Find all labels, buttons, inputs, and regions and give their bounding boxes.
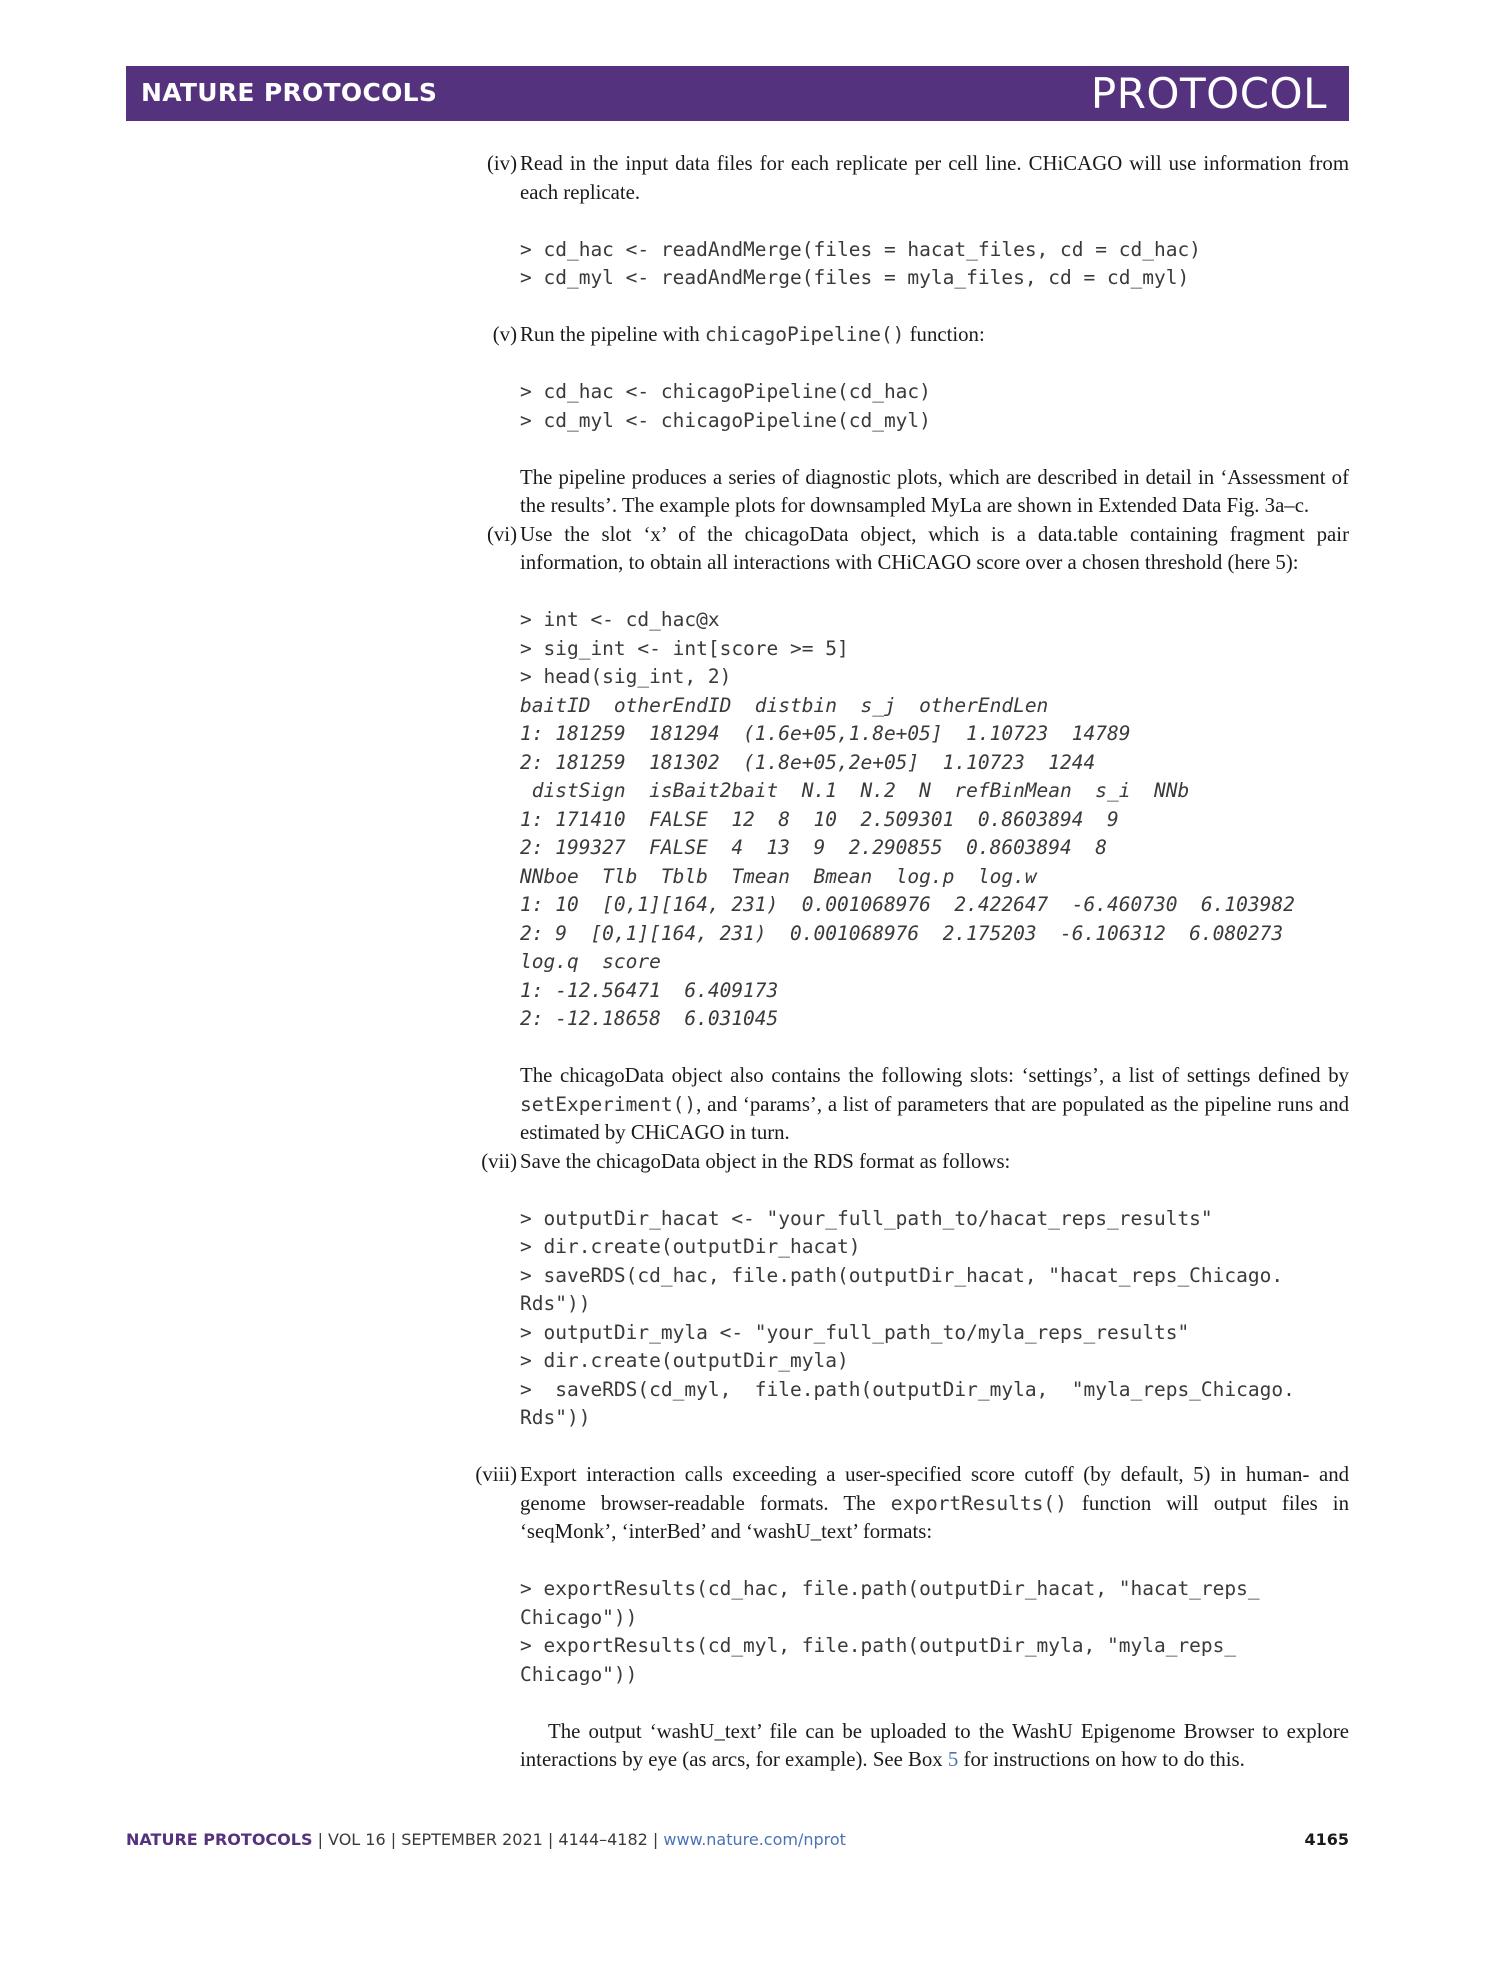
step-note: The chicagoData object also contains the following slots: ‘settings’, a list of settings defined by setExperiment(), and ‘params’, a list of parameters that are populated as the pipeline runs and estimated by CHiCAGO in turn. <box>520 1064 1349 1144</box>
step-vi <box>470 521 1349 1148</box>
code-block: > cd_hac <- readAndMerge(files = hacat_files, cd = cd_hac) > cd_myl <- readAndMerge(files = myla_files, cd = cd_myl) <box>520 237 1201 289</box>
step-number: (viii) <box>475 1463 517 1486</box>
main-content <box>470 150 1349 1775</box>
code-block: > outputDir_hacat <- "your_full_path_to/hacat_reps_results" > dir.create(outputDir_hacat) > saveRDS(cd_hac, file.path(outputDir_hacat, "hacat_reps_Chicago. Rds")) > outputDir_myla <- "your_full_path_to/myla_reps_results" > dir.create(outputDir_myla) > saveRDS(cd_myl, file.path(outputDir_myla, "myla_reps_Chicago. Rds")) <box>520 1206 1295 1429</box>
code-block: > cd_hac <- chicagoPipeline(cd_hac) > cd_myl <- chicagoPipeline(cd_myl) <box>520 380 931 432</box>
footer-citation: NATURE PROTOCOLS | VOL 16 | SEPTEMBER 2021 | 4144–4182 | www.nature.com/nprot <box>126 1830 846 1849</box>
code-output: baitID otherEndID distbin s_j otherEndLen 1: 181259 181294 (1.6e+05,1.8e+05] 1.10723 14789 2: 181259 181302 (1.8e+05,2e+05] 1.10723 1244 distSign isBait2bait N.1 N.2 N refBinMean s_i NNb 1: 171410 FALSE 12 8 10 2.509301 0.8603894 9 2: 199327 FALSE 4 13 9 2.290855 0.8603894 8 NNboe Tlb Tblb Tmean Bmean log.p log.w 1: 10 [0,1][164, 231) 0.001068976 2.422647 -6.460730 6.103982 2: 9 [0,1][164, 231) 0.001068976 2.175203 -6.106312 6.080273 log.q score 1: -12.56471 6.409173 2: -12.18658 6.031045 <box>520 693 1295 1030</box>
step-note: The output ‘washU_text’ file can be uploaded to the WashU Epigenome Browser to explore interactions by eye (as arcs, for example). See Box 5 for instructions on how to do this. <box>520 1719 1349 1771</box>
step-vii <box>470 1148 1349 1462</box>
step-text: Save the chicagoData object in the RDS format as follows: <box>520 1149 1011 1173</box>
step-text: Use the slot ‘x’ of the chicagoData object, which is a data.table containing fragment pair information, to obtain all interactions with CHiCAGO score over a chosen threshold (here 5): <box>520 522 1349 574</box>
step-number: (v) <box>492 323 517 346</box>
inline-code: setExperiment() <box>520 1092 697 1116</box>
box-reference-link[interactable]: 5 <box>947 1748 959 1771</box>
page-number: 4165 <box>1304 1830 1349 1849</box>
inline-code: exportResults() <box>890 1491 1067 1515</box>
journal-name: NATURE PROTOCOLS <box>141 78 438 107</box>
footer-journal: NATURE PROTOCOLS <box>126 1830 313 1849</box>
article-type: PROTOCOL <box>1090 69 1327 118</box>
step-v <box>470 321 1349 521</box>
step-iv <box>470 150 1349 321</box>
step-note: The pipeline produces a series of diagnostic plots, which are described in detail in ‘Assessment of the results’. The example plots for downsampled MyLa are shown in Extended Data Fig. 3a–c. <box>520 465 1349 517</box>
header-banner <box>126 66 1349 121</box>
step-viii <box>470 1461 1349 1775</box>
inline-code: chicagoPipeline() <box>704 323 905 346</box>
footer-url-link[interactable]: www.nature.com/nprot <box>663 1830 846 1849</box>
code-block: > exportResults(cd_hac, file.path(outputDir_hacat, "hacat_reps_ Chicago")) > exportResults(cd_myl, file.path(outputDir_myla, "myla_reps_ Chicago")) <box>520 1577 1260 1686</box>
code-block: > int <- cd_hac@x > sig_int <- int[score >= 5] > head(sig_int, 2) <box>520 608 849 688</box>
step-number: (vi) <box>486 522 517 546</box>
step-number: (iv) <box>486 152 517 175</box>
step-number: (vii) <box>481 1149 517 1173</box>
step-text: Export interaction calls exceeding a user-specified score cutoff (by default, 5) in human- and genome browser-readable formats. The exportResults() function will output files in ‘seqMonk’, ‘interBed’ and ‘washU_text’ formats: <box>520 1463 1349 1543</box>
page-footer <box>126 1830 1349 1854</box>
step-text: Read in the input data files for each replicate per cell line. CHiCAGO will use information from each replicate. <box>520 152 1349 204</box>
step-text: Run the pipeline with chicagoPipeline() function: <box>520 323 985 346</box>
